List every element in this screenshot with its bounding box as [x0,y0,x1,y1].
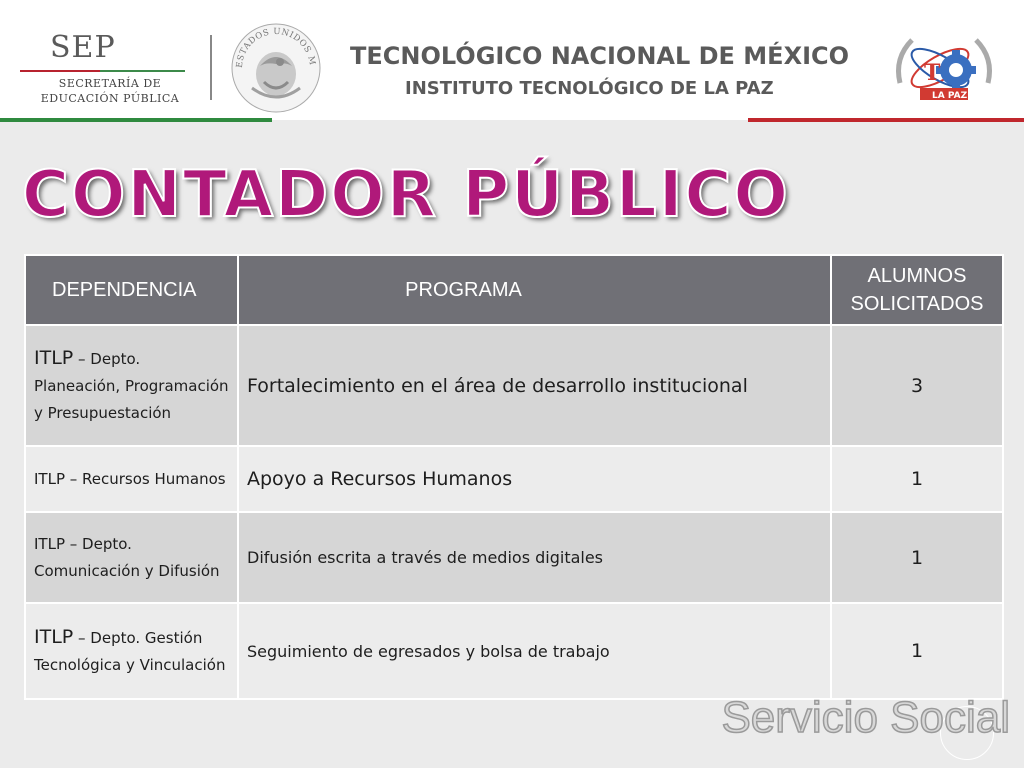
table-row [25,446,1003,512]
svg-text:T: T [924,60,941,86]
sep-line-green [100,70,185,72]
programa-cell: Difusión escrita a través de medios digitales [238,512,831,603]
alumnos-cell: 1 [831,512,1003,603]
sep-logo [18,28,188,108]
dependencia-lead: ITLP [34,625,74,648]
programs-table [24,254,1004,700]
header-alumnos [831,255,1003,325]
mexican-coat-of-arms-icon [230,22,322,114]
table-row [25,603,1003,699]
dependencia-lead: ITLP [34,534,65,553]
alumnos-cell: 1 [831,603,1003,699]
header-alumnos-line2: SOLICITADOS [850,293,984,315]
table-row [25,325,1003,446]
sep-subtitle [40,76,180,106]
header-stripe-green [0,118,272,122]
title-container [22,155,790,235]
dependencia-rest: – Depto. Gestión Tecnológica y Vinculación [34,628,226,674]
footer-text: Servicio Social [721,693,1010,742]
alumnos-cell: 1 [831,446,1003,512]
dependencia-rest: – Depto. Comunicación y Difusión [34,534,220,580]
programa-cell: Apoyo a Recursos Humanos [238,446,831,512]
sep-title: SEP [50,30,116,65]
header-bar [0,0,1024,120]
footer [700,690,1010,760]
itlp-logo-text: LA PAZ [932,91,968,101]
institution-subtitle: INSTITUTO TECNOLÓGICO DE LA PAZ [405,78,774,99]
table-row [25,512,1003,603]
dependencia-cell [25,446,238,512]
sep-subtitle-line2: EDUCACIÓN PÚBLICA [40,92,180,105]
dependencia-rest: – Recursos Humanos [65,469,226,488]
header-divider [210,35,212,100]
dependencia-rest: – Depto. Planeación, Programación y Presupuestación [34,349,229,422]
header-stripe-red [748,118,1024,122]
page-title: CONTADOR PÚBLICO [22,158,790,232]
programa-cell: Fortalecimiento en el área de desarrollo institucional [238,325,831,446]
itlp-logo-icon [890,28,998,108]
dependencia-lead: ITLP [34,346,74,369]
seal-text: ESTADOS UNIDOS M [234,26,318,69]
sep-subtitle-line1: SECRETARÍA DE [58,77,162,90]
institution-title: TECNOLÓGICO NACIONAL DE MÉXICO [350,42,850,70]
dependencia-cell [25,603,238,699]
header-programa: PROGRAMA [238,255,831,325]
header-alumnos-line1: ALUMNOS [867,265,967,287]
sep-line-red [20,70,100,72]
dependencia-cell [25,325,238,446]
dependencia-cell [25,512,238,603]
dependencia-lead: ITLP [34,469,65,488]
programa-cell: Seguimiento de egresados y bolsa de trabajo [238,603,831,699]
table-header-row [25,255,1003,325]
header-dependencia: DEPENDENCIA [25,255,238,325]
alumnos-cell: 3 [831,325,1003,446]
